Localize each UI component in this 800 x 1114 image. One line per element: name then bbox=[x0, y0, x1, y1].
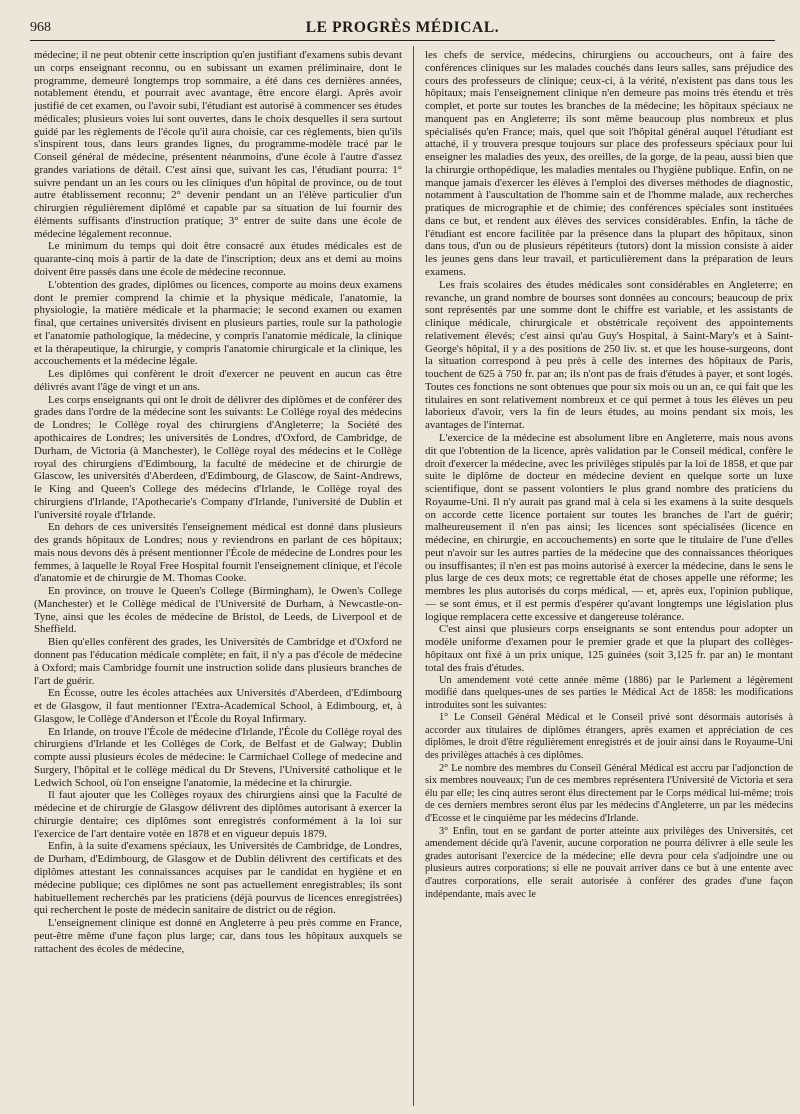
paragraph: En dehors de ces universités l'enseignement médical est donné dans plusieurs des grands hôpitaux de Londres; nous y reviendrons en parlant de ces hôpitaux; mais nous devons dès à présent mentionner l'École de médecine de Londres pour les femmes, à laquelle le Royal Free Hospital fournit l'enseignement clinique, et l'école d'anatomie et de chirurgie de M. Thomas Cooke. bbox=[34, 521, 402, 585]
paragraph: 2° Le nombre des membres du Conseil Général Médical est accru par l'adjonction de six membres nouveaux; l'un de ces membres représentera l'Université de Victoria et sera élu par elle; les cinq autres seront élus directement par le Corps médical lui-même; trois de ces derniers membres seront élus par les médecins d'Angleterre, un par les médecins d'Ecosse et le cinquième par les médecins d'Irlande. bbox=[425, 762, 793, 825]
paragraph: Le minimum du temps qui doit être consacré aux études médicales est de quarante-cinq mois à partir de la date de l'inscription; deux ans et demi au moins doivent être passés dans une école de médecine reconnue. bbox=[34, 240, 402, 279]
paragraph: Un amendement voté cette année même (1886) par le Parlement a légèrement modifié dans quelques-unes de ses parties le Médical Act de 1858: les modifications introduites sont les suivantes: bbox=[425, 674, 793, 711]
header-rule bbox=[30, 40, 775, 41]
paragraph: En Écosse, outre les écoles attachées aux Universités d'Aberdeen, d'Edimbourg et de Glasgow, il faut mentionner l'Extra-Academical School, à Edimbourg, et, à Glasgow, le Collège d'Anderson et l'École du Royal Infirmary. bbox=[34, 687, 402, 725]
paragraph: 1° Le Conseil Général Médical et le Conseil privé sont désormais autorisés à accorder aux titulaires de diplômes étrangers, après examen et appréciation de ces diplômes, le droit d'être régulièrement enregistrés et de jouir ainsi dans le Royaume-Uni des privilèges attachés à ces diplômes. bbox=[425, 712, 793, 762]
paragraph: L'exercice de la médecine est absolument libre en Angleterre, mais nous avons dit que l'obtention de la licence, après validation par le Conseil médical, confère le droit d'exercer la médecine, avec les privilèges stipulés par la loi de 1858, et que par suite le diplôme de docteur en médecine devient en quelque sorte un luxe scientifique, dont se passent volontiers le plus grand nombre des praticiens du Royaume-Uni. Il n'y aurait pas grand mal à cela si les examens à la suite desquels on accorde cette licence portaient sur toutes les branches de l'art de guérir; malheureusement il n'en pas ainsi; les licences sont spécialisées (licence en médecine, en chirurgie, en accouchements) en sorte que le titulaire de l'une d'elles peut n'avoir sur les autres parties de la médecine que des connaissances théoriques ou insuffisantes; il n'en est pas moins autorisé à exercer la médecine, dans le sens le plus large de ces deux mots; ce regrettable état de choses appelle une réforme; les membres les plus autorisés du corps médical, — et, après eux, l'opinion publique, — se sont émus, et il est permis d'espérer qu'avant longtemps une législation plus logique remplacera cette excessive et dangereuse tolérance. bbox=[425, 431, 793, 623]
paragraph: Bien qu'elles confèrent des grades, les Universités de Cambridge et d'Oxford ne donnent pas l'éducation médicale complète; en fait, il n'y a pas d'école de médecine à Oxford; mais Cambridge fournit une instruction solide dans plusieurs branches de l'art de guérir. bbox=[34, 636, 402, 687]
paragraph: L'enseignement clinique est donné en Angleterre à peu près comme en France, peut-être même d'une façon plus large; car, dans tous les hôpitaux auxquels se rattachent des écoles de médecine, bbox=[34, 917, 402, 955]
paragraph: Les diplômes qui confèrent le droit d'exercer ne peuvent en aucun cas être délivrés avant l'âge de vingt et un ans. bbox=[34, 368, 402, 393]
paragraph: Il faut ajouter que les Collèges royaux des chirurgiens ainsi que la Faculté de médecine et de chirurgie de Glasgow délivrent des diplômes autorisant à exercer la chirurgie dentaire; ces diplômes sont enregistrés conformément à la loi sur l'exercice de l'art dentaire votée en 1878 et en vigueur depuis 1879. bbox=[34, 789, 402, 840]
journal-title: LE PROGRÈS MÉDICAL. bbox=[305, 19, 500, 36]
paragraph: 3° Enfin, tout en se gardant de porter atteinte aux privilèges des Universités, cet amendement décide qu'à l'avenir, aucune corporation ne pourra délivrer à elle seule les grades autorisant l'exercice de la médecine; elle devra pour cela s'adjoindre une ou plusieurs autres corporations; si elle ne pouvait arriver dans ce but à une entente avec d'autres corporations, elle serait autorisée à conférer des grades d'une façon indépendante, mais avec le bbox=[425, 825, 793, 900]
column-divider bbox=[413, 46, 414, 1106]
paragraph: les chefs de service, médecins, chirurgiens ou accoucheurs, ont à faire des conférences cliniques sur les malades couchés dans leurs salles, sans préjudice des cours des professeurs de clinique; ceux-ci, à la vérité, n'existent pas dans tous les hôpitaux; mais l'enseignement clinique n'en demeure pas moins très étendu et très complet, et porte sur toutes les branches de la médecine; les hôpitaux spéciaux ne manquent pas en Angleterre; ils sont même beaucoup plus nombreux et plus spécialisés qu'en France; mais, quel que soit l'hôpital général auquel l'étudiant est attaché, il y trouvera presque toujours sur place des professeurs spéciaux pour lui enseigner les maladies des yeux, des oreilles, de la gorge, de la peau, aussi bien que la chirurgie orthopédique, les maladies mentales ou l'hygiène publique. Enfin, on ne manque jamais d'exercer les élèves à l'emploi des diverses méthodes de diagnostic, notamment à l'auscultation de l'homme sain et de l'homme malade, aux recherches pratiques de micrographie et de chimie; des conférences spéciales sont instituées dans ce but, et rendent aux élèves des services considérables. Enfin, la tâche de l'étudiant est encore facilitée par la présence dans la plupart des hôpitaux, sinon dans tous, d'un ou de plusieurs répétiteurs (tutors) dont la mission consiste à aider les jeunes gens dans leur travail, et particulièrement dans la préparation de leurs examens. bbox=[425, 49, 793, 279]
paragraph: Enfin, à la suite d'examens spéciaux, les Universités de Cambridge, de Londres, de Durham, d'Edimbourg, de Glasgow et de Dublin délivrent des certificats et des diplômes attestant les connaissances acquises par le candidat en hygiène et en médecine publique; ces diplômes ne sont pas actuellement enregistrables; ils sont habituellement recherchés par les praticiens (déjà pourvus de licences enregistrées) qui recherchent le poste de médecin sanitaire de district ou de région. bbox=[34, 840, 402, 917]
paragraph: En Irlande, on trouve l'École de médecine d'Irlande, l'École du Collège royal des chirurgiens d'Irlande et les Collèges de Cork, de Belfast et de Galway; Dublin compte aussi plusieurs écoles de médecine: le Carmichael College of medecine and Surgery, l'hôpital et le collège médical du Dr Stevens, l'Université catholique et le Ledwich School, où l'on enseigne l'anatomie, la médecine et la chirurgie. bbox=[34, 725, 402, 789]
paragraph: Les corps enseignants qui ont le droit de délivrer des diplômes et de conférer des grades dans l'ordre de la médecine sont les suivants: Le Collège royal des médecins de Londres; le Collège royal des chirurgiens d'Angleterre; la Société des apothicaires de Londres; les universités de Londres, d'Oxford, de Cambridge, de Durham, de Victoria (à Manchester), le Collège royal des médecins et le Collège royal des chirurgiens d'Edimbourg, la faculté de médecine et de chirurgie de Glascow, les universités d'Aberdeen, d'Edimbourg, de Glascow, de Saint-Andrews, le King and Queen's College des médecins d'Irlande, le Collège royal des chirurgiens d'Irlande, l'Apothecarie's Company d'Irlande, l'université de Dublin et l'université royale d'Irlande. bbox=[34, 393, 402, 521]
paragraph: C'est ainsi que plusieurs corps enseignants se sont entendus pour adopter un modèle uniforme d'examen pour le premier grade et que la plupart des collèges-hôpitaux ont fixé à un prix unique, 125 guinées (soit 3,125 fr. par an) le montant total des frais d'études. bbox=[425, 623, 793, 674]
paragraph: En province, on trouve le Queen's College (Birmingham), le Owen's College (Manchester) et le Collège médical de l'Université de Durham, à Newcastle-on-Tyne, ainsi que les écoles de médecine de Bristol, de Leeds, de Liverpool et de Sheffield. bbox=[34, 585, 402, 636]
paragraph: médecine; il ne peut obtenir cette inscription qu'en justifiant d'examens subis devant un corps enseignant reconnu, ou en subissant un examen préliminaire, dont le programme, demeuré longtemps trop sommaire, a été dans ces dernières années, notablement étendu, et pourrait avec avantage, être encore élargi. Après avoir justifié de cet examen, ou l'avoir subi, l'étudiant est autorisé à commencer ses études médicales; plusieurs voies lui sont ouvertes, dans le choix desquelles il sera surtout guidé par les règlements de l'école qu'il aura choisie, car ces règlements, bien qu'ils s'inspirent tous, dans leurs grandes lignes, du programme-modèle tracé par le Conseil général de médecine, présentent néanmoins, d'une école à l'autre d'assez grandes variations de détail. C'est ainsi que, suivant les cas, l'étudiant pourra: 1° suivre pendant un an les cours ou les cliniques d'un hôpital de province, ou de tout autre établissement reconnu; 2° devenir pendant un an l'élève particulier d'un chirurgien régulièrement diplômé et capable par sa situation de lui fournir des éléments suffisants d'instruction pratique; 3° entrer de suite dans une école de médecine légalement reconnue. bbox=[34, 49, 402, 240]
right-column bbox=[425, 49, 793, 1107]
paragraph: Les frais scolaires des études médicales sont considérables en Angleterre; en revanche, un grand nombre de bourses sont données au concours; beaucoup de prix sont représentés par une somme dont le chiffre est variable, et les assistants de clinique médicale, chirurgicale et obstétricale reçoivent des appointements relativement élevés; c'est ainsi qu'au Guy's Hospital, à Saint-Mary's et à Saint-George's hôpital, il y a des positions de 250 liv. st. et que les house-surgeons, dont la situation correspond à peu près à celle des internes des hôpitaux de Paris, touchent de 625 à 750 fr. par an; ils n'ont pas de frais d'études à payer, et sont logés. Toutes ces fonctions ne sont obtenues que pour six mois ou un an, ce qui fait que les titulaires en sont relativement nombreux et ce qui permet à tous les élèves un peu laborieux d'avoir, vers la fin de leurs études, au moins pendant six mois, les avantages de l'internat. bbox=[425, 278, 793, 432]
running-header bbox=[30, 18, 775, 40]
left-column bbox=[34, 49, 402, 1107]
page-number: 968 bbox=[30, 20, 51, 35]
paragraph: L'obtention des grades, diplômes ou licences, comporte au moins deux examens dont le premier comprend la chimie et la physique médicale, l'anatomie, la physiologie, la matière médicale et la pharmacie; le second examen ou examen final, que certaines universités divisent en plusieurs parties, roule sur la pathologie et l'anatomie pathologique, la médecine, y compris l'anatomie médicale, la clinique et la thérapeutique, la chirurgie, y compris l'anatomie chirurgicale et la clinique, les accouchements et la médecine légale. bbox=[34, 278, 402, 368]
